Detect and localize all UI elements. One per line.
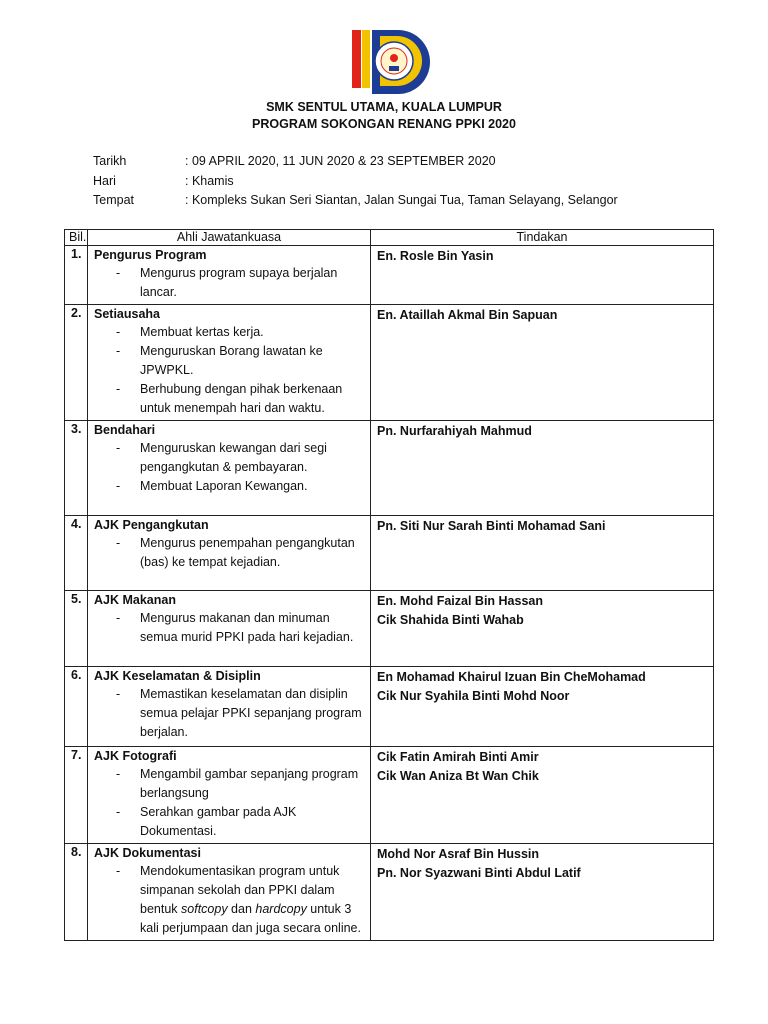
role-title: Bendahari [94,423,156,437]
table-row [65,747,714,844]
task-item: - Memastikan keselamatan dan disiplin semua pelajar PPKI sepanjang program berjalan. [116,687,362,739]
role-title: AJK Makanan [94,593,176,607]
member-name: En. Mohd Faizal Bin Hassan [377,594,543,608]
table-row [65,667,714,747]
task-item: - Berhubung dengan pihak berkenaan untuk menempah hari dan waktu. [116,382,343,415]
task-text: Berhubung dengan pihak berkenaan untuk menempah hari dan waktu. [140,382,343,415]
names-cell [371,591,714,667]
row-number: 8. [65,844,88,941]
table-row [65,305,714,421]
header-ahli: Ahli Jawatankuasa [88,230,371,246]
info-value-tempat: : Kompleks Sukan Seri Siantan, Jalan Sungai Tua, Taman Selayang, Selangor [185,193,618,207]
row-number: 2. [65,305,88,421]
task-text: Membuat kertas kerja. [140,325,264,339]
task-text: Mengurus program supaya berjalan lancar. [140,266,338,299]
task-text: Mengambil gambar sepanjang program berlangsung [140,767,359,800]
role-cell [88,421,371,516]
role-cell [88,747,371,844]
task-item: - Menguruskan kewangan dari segi pengangkutan & pembayaran. [116,441,327,474]
task-text-part: untuk 3 kali perjumpaan dan juga secara online. [140,902,361,935]
task-text-italic: softcopy [181,902,228,916]
role-cell [88,591,371,667]
names-cell [371,516,714,591]
task-text: Memastikan keselamatan dan disiplin semua pelajar PPKI sepanjang program berjalan. [140,687,362,739]
names-cell [371,667,714,747]
role-cell [88,844,371,941]
row-number: 1. [65,246,88,305]
info-value-hari: : Khamis [185,174,234,188]
names-cell [371,747,714,844]
role-title: Pengurus Program [94,248,207,262]
member-name: Cik Wan Aniza Bt Wan Chik [377,769,539,783]
row-number: 4. [65,516,88,591]
table-row [65,516,714,591]
table-row [65,591,714,667]
header-tindakan: Tindakan [371,230,714,246]
member-name: Cik Fatin Amirah Binti Amir [377,750,539,764]
header-bil: Bil. [65,230,88,246]
info-label-hari: Hari [93,174,116,188]
task-item: - Mendokumentasikan program untuk simpanan sekolah dan PPKI dalam bentuk softcopy dan hardcopy untuk 3 kali perjumpaan dan juga secara online. [116,864,361,935]
task-item: - Mengurus program supaya berjalan lancar. [116,266,338,299]
table-row [65,246,714,305]
row-number: 6. [65,667,88,747]
names-cell [371,844,714,941]
member-name: Cik Nur Syahila Binti Mohd Noor [377,689,570,703]
info-label-tarikh: Tarikh [93,154,127,168]
member-name: Cik Shahida Binti Wahab [377,613,524,627]
task-text: Serahkan gambar pada AJK Dokumentasi. [140,805,297,838]
role-cell [88,246,371,305]
task-text-part: Mendokumentasikan program untuk simpanan sekolah dan PPKI dalam bentuk [140,864,340,916]
role-title: AJK Keselamatan & Disiplin [94,669,261,683]
row-number: 3. [65,421,88,516]
task-text-part: dan [227,902,256,916]
school-title: SMK SENTUL UTAMA, KUALA LUMPUR [266,100,502,114]
school-logo [350,28,434,98]
member-name: Pn. Nor Syazwani Binti Abdul Latif [377,866,581,880]
role-cell [88,516,371,591]
table-row [65,844,714,941]
info-value-tarikh: : 09 APRIL 2020, 11 JUN 2020 & 23 SEPTEMBER 2020 [185,154,496,168]
member-name: Mohd Nor Asraf Bin Hussin [377,847,540,861]
row-number: 5. [65,591,88,667]
names-cell [371,246,714,305]
info-label-tempat: Tempat [93,193,134,207]
task-text: Menguruskan Borang lawatan ke JPWPKL. [140,344,323,377]
task-item: - Membuat Laporan Kewangan. [116,479,308,493]
member-name: En. Ataillah Akmal Bin Sapuan [377,308,558,322]
table-row [65,421,714,516]
names-cell [371,421,714,516]
task-item: - Mengurus penempahan pengangkutan (bas) ke tempat kejadian. [116,536,355,569]
task-item: - Membuat kertas kerja. [116,325,264,339]
role-title: AJK Fotografi [94,749,177,763]
names-cell [371,305,714,421]
role-title: AJK Pengangkutan [94,518,209,532]
row-number: 7. [65,747,88,844]
role-cell [88,305,371,421]
task-item: - Menguruskan Borang lawatan ke JPWPKL. [116,344,323,377]
role-title: AJK Dokumentasi [94,846,201,860]
member-name: Pn. Nurfarahiyah Mahmud [377,424,532,438]
role-title: Setiausaha [94,307,161,321]
member-name: Pn. Siti Nur Sarah Binti Mohamad Sani [377,519,606,533]
task-text: Membuat Laporan Kewangan. [140,479,308,493]
task-item: - Serahkan gambar pada AJK Dokumentasi. [116,805,297,838]
committee-table [64,229,714,941]
table-header-row [65,230,714,246]
task-text-italic: hardcopy [255,902,307,916]
task-text: Menguruskan kewangan dari segi pengangkutan & pembayaran. [140,441,327,474]
program-title: PROGRAM SOKONGAN RENANG PPKI 2020 [252,117,516,131]
task-item: - Mengurus makanan dan minuman semua murid PPKI pada hari kejadian. [116,611,354,644]
member-name: En Mohamad Khairul Izuan Bin CheMohamad [377,670,646,684]
role-cell [88,667,371,747]
task-item: - Mengambil gambar sepanjang program berlangsung [116,767,359,800]
member-name: En. Rosle Bin Yasin [377,249,494,263]
task-text: Mengurus makanan dan minuman semua murid PPKI pada hari kejadian. [140,611,354,644]
task-text: Mengurus penempahan pengangkutan (bas) ke tempat kejadian. [140,536,355,569]
